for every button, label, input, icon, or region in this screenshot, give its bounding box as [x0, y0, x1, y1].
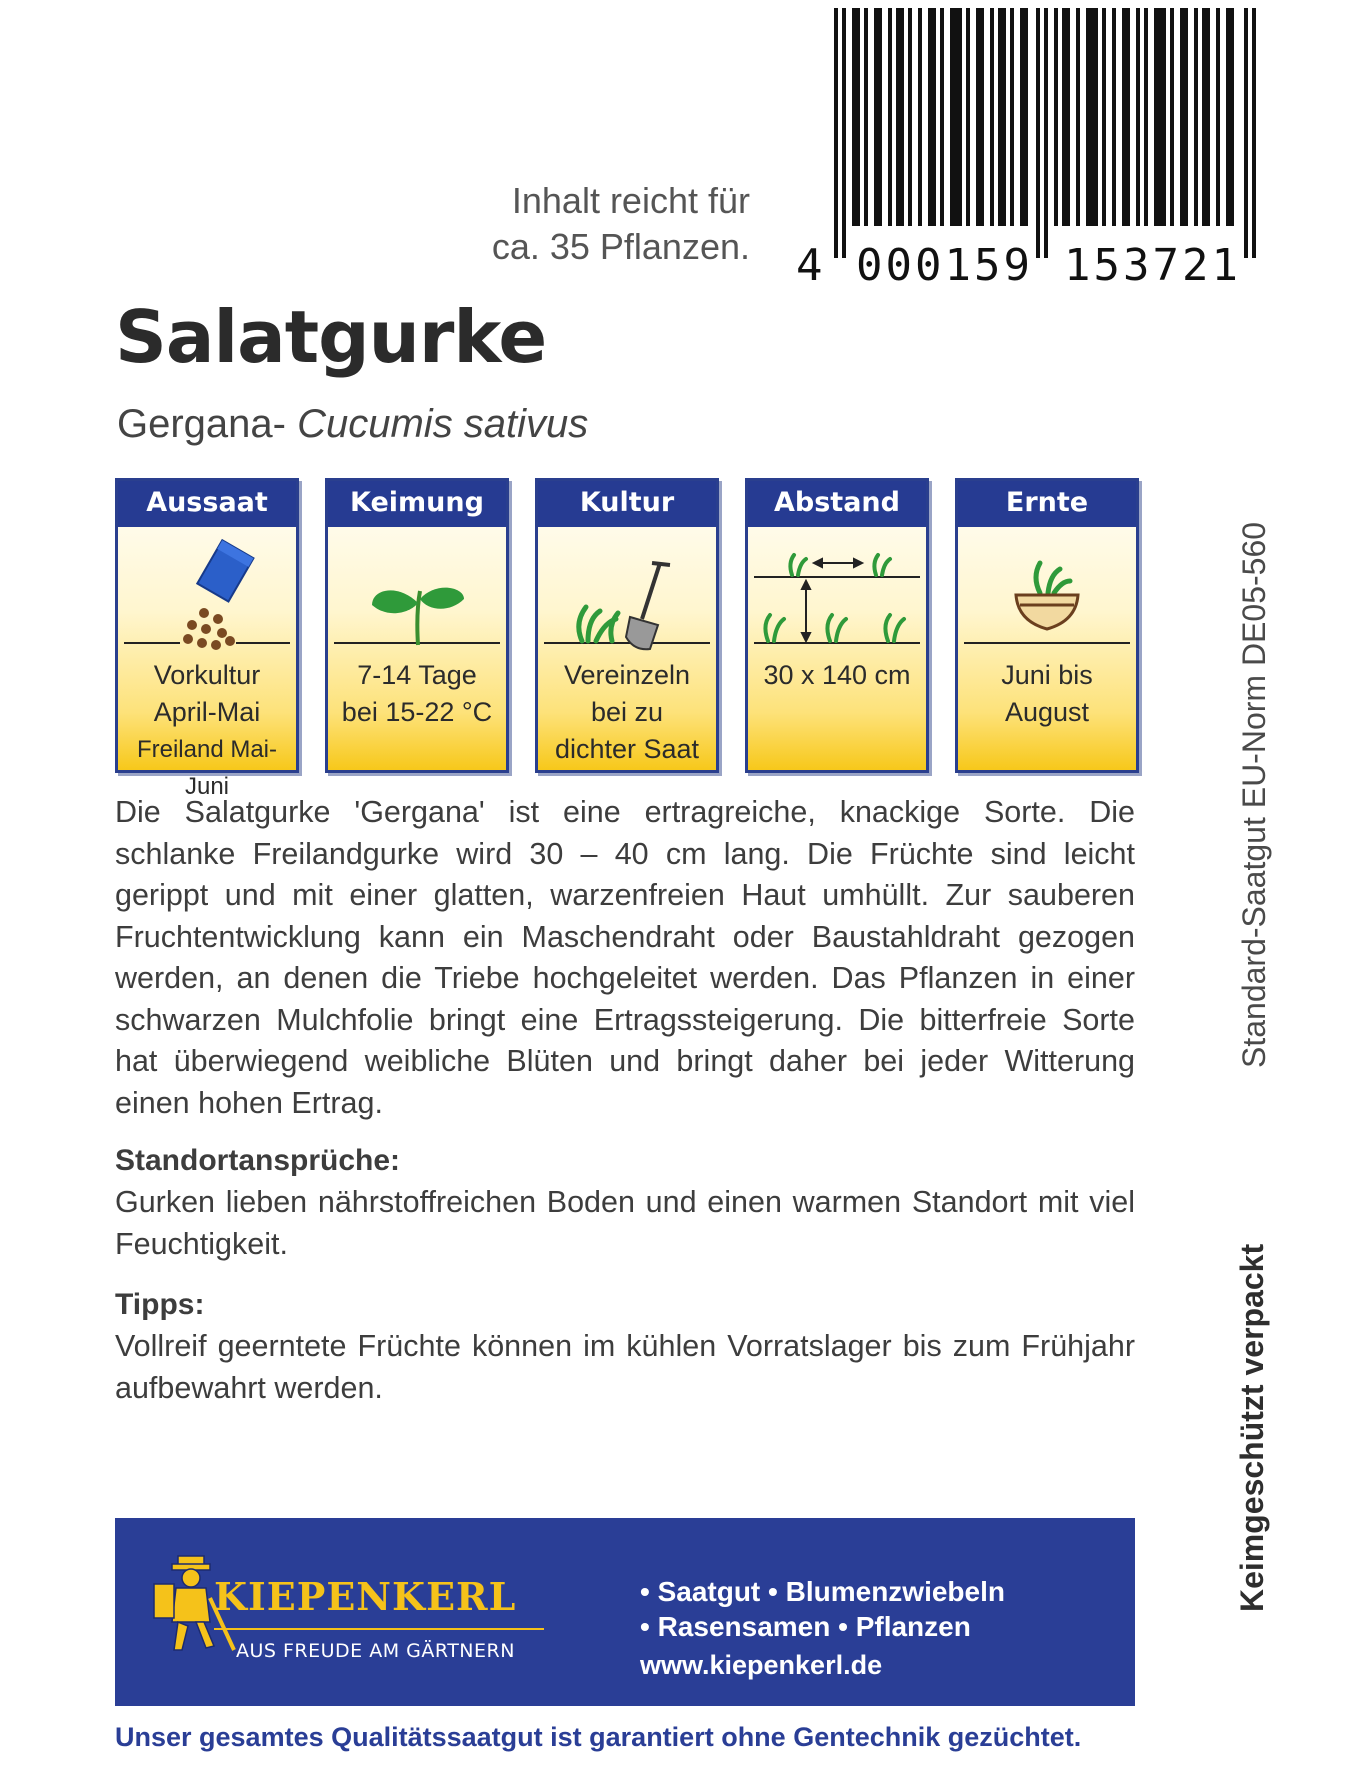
spacing-icon: [748, 533, 926, 653]
barcode-left-group: 000159: [856, 240, 1033, 291]
info-box-ernte: [955, 478, 1139, 773]
harvest-bowl-icon: [958, 533, 1136, 653]
info-box-text: [118, 657, 296, 805]
info-line: bei 15-22 °C: [341, 697, 493, 727]
variety-name: Gergana-: [117, 402, 286, 446]
barcode-number: [796, 240, 1276, 290]
packed-label: Keimgeschützt verpackt: [1234, 1243, 1270, 1612]
info-line: April-Mai: [153, 697, 261, 727]
contents-line-1: Inhalt reicht für: [511, 180, 750, 221]
standort-text: Gurken lieben nährstoffreichen Boden und einen warmen Standort mit viel Feuchtigkeit.: [115, 1185, 1135, 1261]
info-line: Vorkultur: [153, 660, 261, 690]
seedling-icon: [328, 533, 506, 653]
product-subtitle: [117, 402, 588, 447]
info-line: Juni bis: [1001, 660, 1093, 690]
eu-norm-label: Standard-Saatgut EU-Norm DE05-560: [1236, 521, 1272, 1068]
info-boxes: [115, 478, 1145, 800]
gmo-free-guarantee: Unser gesamtes Qualitätssaatgut ist garantiert ohne Gentechnik gezüchtet.: [115, 1722, 1082, 1752]
info-line: Freiland Mai-Juni: [136, 736, 278, 800]
info-box-text: [328, 657, 506, 731]
product-categories: [640, 1574, 1005, 1644]
info-line: August: [1004, 697, 1090, 727]
info-box-text: [538, 657, 716, 768]
info-line: bei zu: [590, 697, 664, 727]
standort-heading: Standortansprüche:: [115, 1144, 401, 1177]
info-box-text: [958, 657, 1136, 731]
barcode-first-digit: 4: [796, 240, 826, 291]
tipps-heading: Tipps:: [115, 1288, 205, 1321]
info-line: Vereinzeln: [563, 660, 691, 690]
spade-icon: [538, 533, 716, 653]
categories-line-2: • Rasensamen • Pflanzen: [640, 1611, 971, 1642]
latin-name: Cucumis sativus: [297, 402, 589, 446]
info-box-heading: Kultur: [538, 481, 716, 527]
info-box-heading: Keimung: [328, 481, 506, 527]
barcode: [830, 8, 1270, 258]
kiepenkerl-logo: [150, 1548, 580, 1688]
brand-slogan: AUS FREUDE AM GÄRTNERN: [236, 1640, 515, 1662]
product-description: Die Salatgurke 'Gergana' ist eine ertragreiche, knackige Sorte. Die schlanke Freilandgurke wird 30 – 40 cm lang. Die Früchte sind leicht gerippt und mit einer glatten, warzenfreien Haut umhüllt. Zur sauberen Fruchtentwicklung kann ein Maschendraht oder Baustahldraht gezogen werden, an denen die Triebe hochgeleitet werden. Das Pflanzen in einer schwarzen Mulchfolie bringt eine Ertragssteigerung. Die bitterfreie Sorte hat überwiegend weibliche Blüten und bringt daher bei jeder Witterung einen hohen Ertrag.: [115, 795, 1135, 1120]
info-box-heading: Aussaat: [118, 481, 296, 527]
info-box-text: [748, 657, 926, 694]
info-box-heading: Ernte: [958, 481, 1136, 527]
brand-banner: [115, 1518, 1135, 1706]
info-line: 7-14 Tage: [357, 660, 477, 690]
info-line: dichter Saat: [554, 734, 700, 764]
tipps-text: Vollreif geerntete Früchte können im kühlen Vorratslager bis zum Frühjahr aufbewahrt werden.: [115, 1329, 1135, 1405]
info-box-keimung: [325, 478, 509, 773]
info-box-heading: Abstand: [748, 481, 926, 527]
info-box-kultur: [535, 478, 719, 773]
info-box-aussaat: [115, 478, 299, 800]
brand-divider: [214, 1628, 544, 1630]
barcode-bars: [830, 8, 1270, 258]
seed-packet-icon: [118, 533, 296, 653]
product-title: Salatgurke: [115, 295, 547, 379]
categories-line-1: • Saatgut • Blumenzwiebeln: [640, 1576, 1005, 1607]
info-box-abstand: [745, 478, 929, 773]
brand-name: KIEPENKERL: [214, 1574, 517, 1619]
contents-line-2: ca. 35 Pflanzen.: [491, 226, 750, 267]
info-line: 30 x 140 cm: [763, 660, 911, 690]
website-link[interactable]: www.kiepenkerl.de: [640, 1650, 883, 1680]
contents-note: [440, 178, 750, 270]
barcode-right-group: 153721: [1064, 240, 1241, 291]
